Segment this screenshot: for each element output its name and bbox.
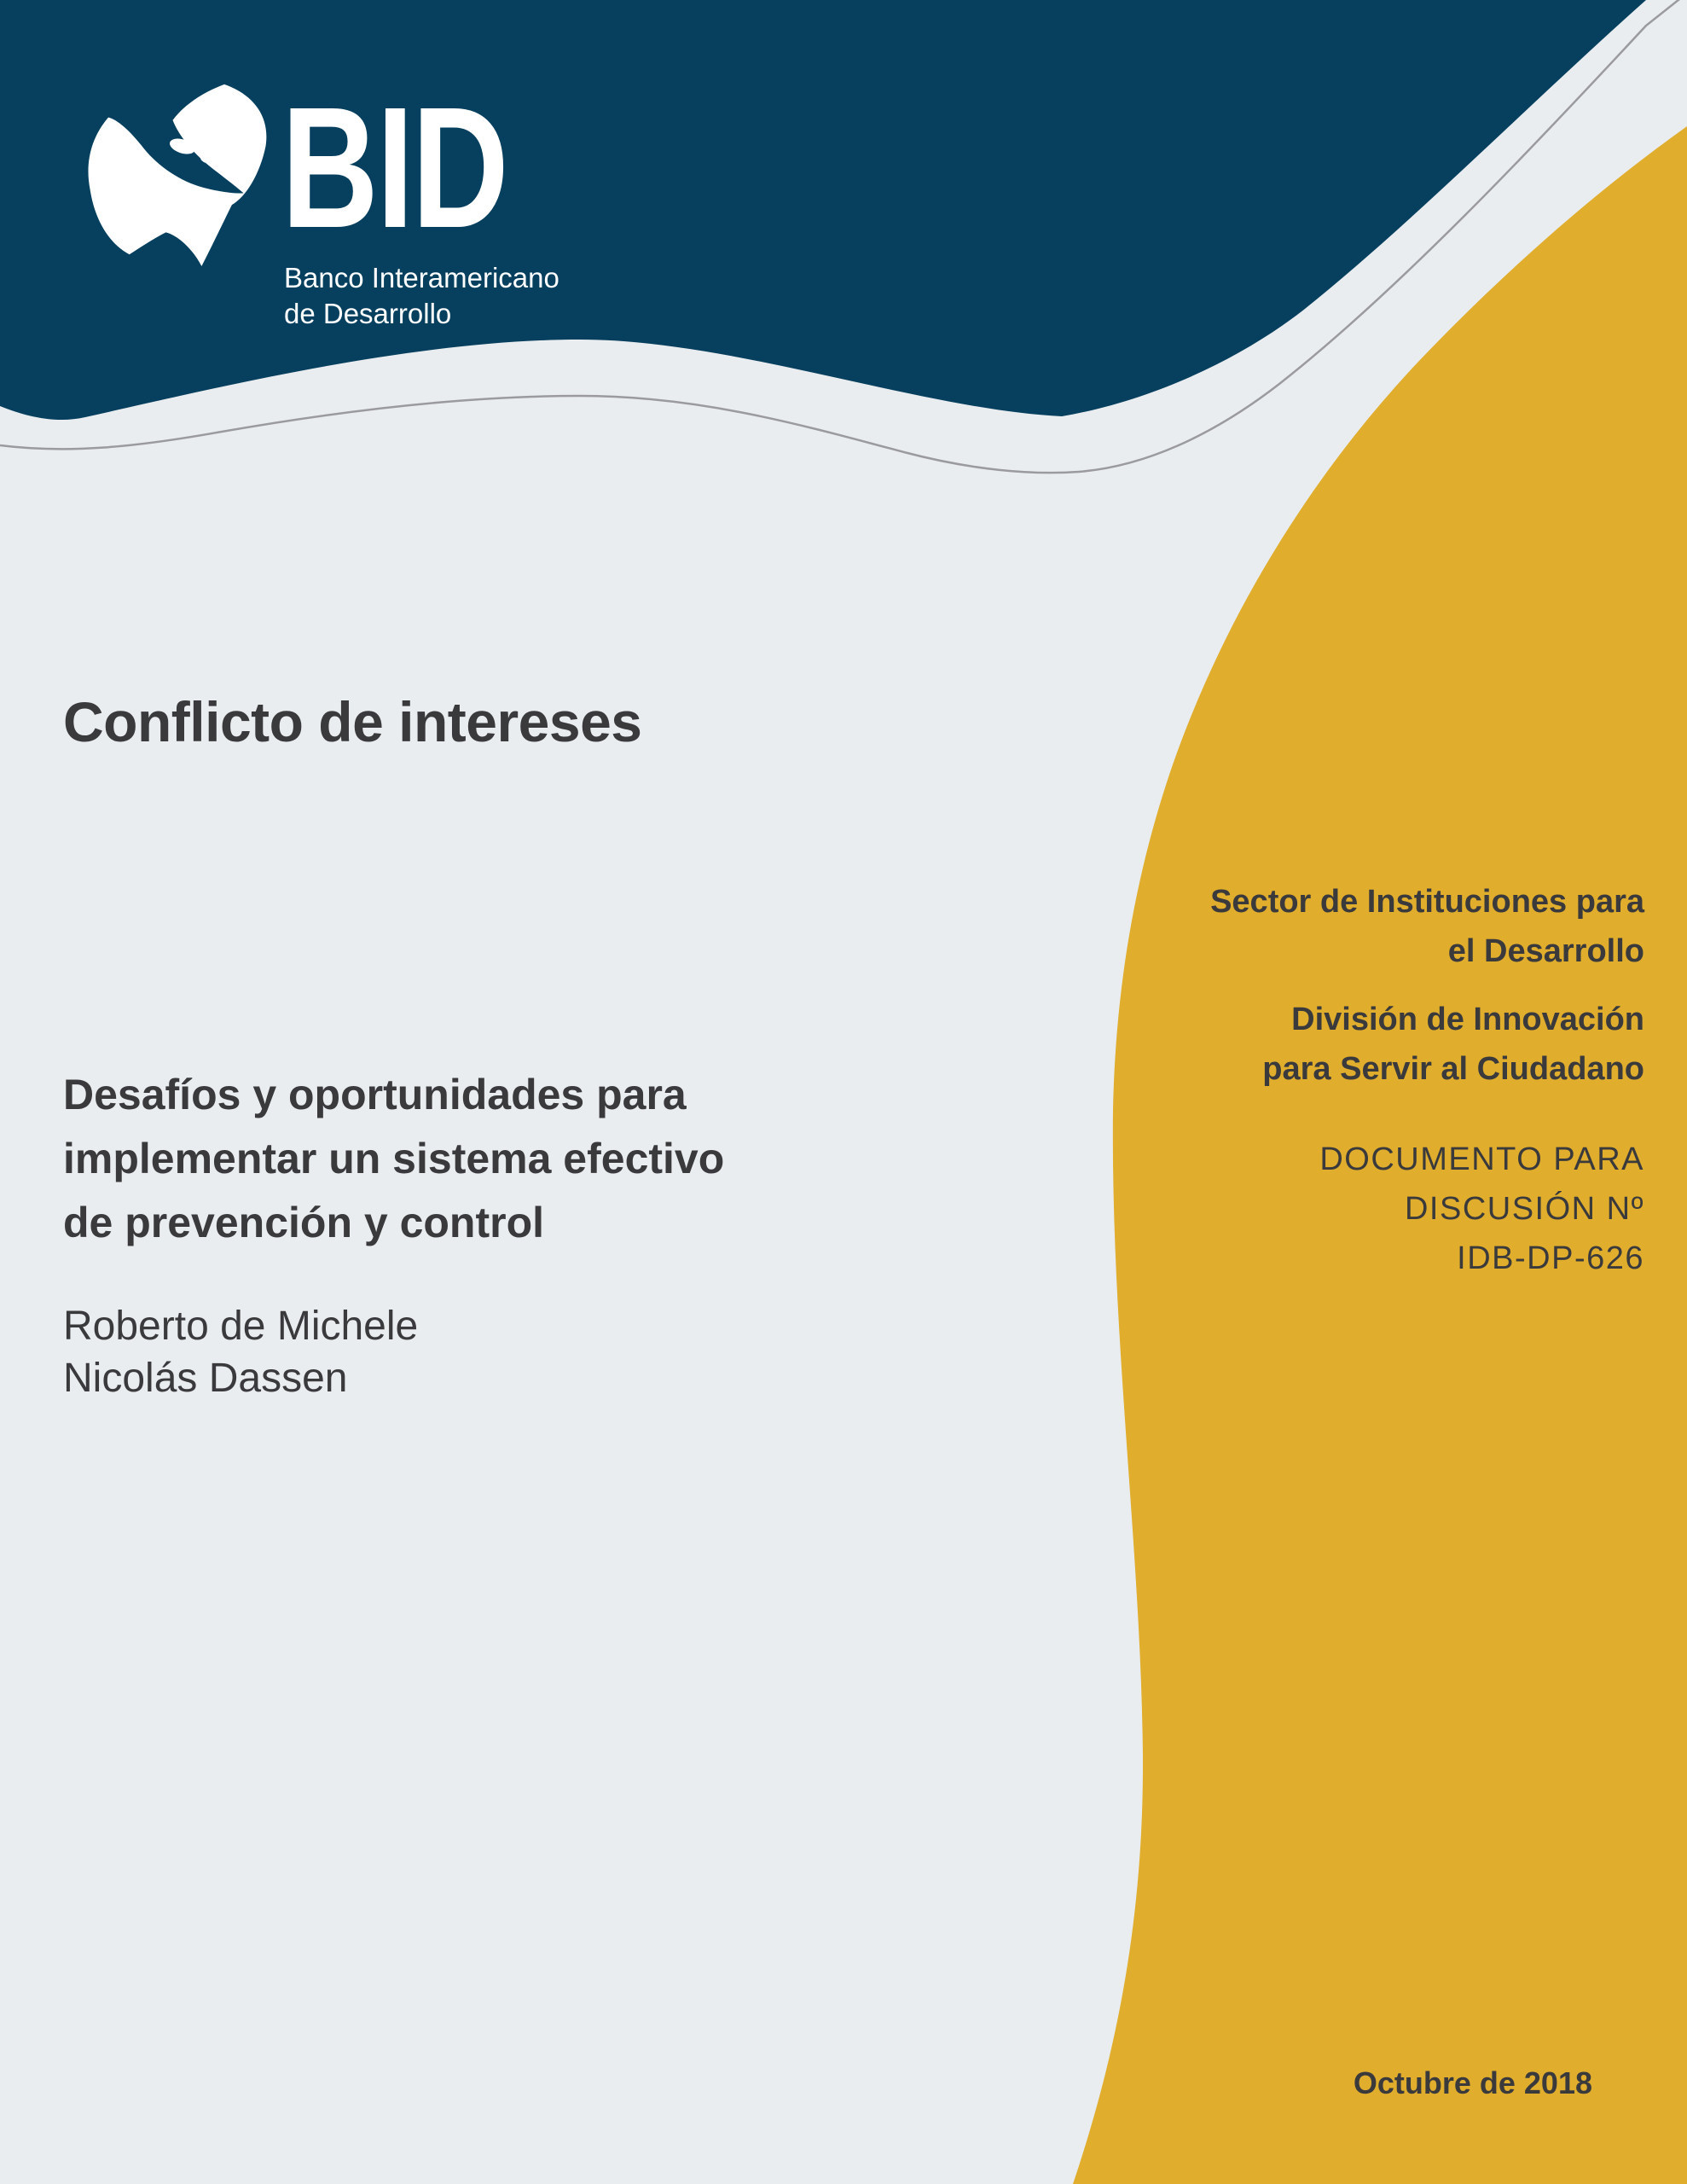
document-subtitle-line1: Desafíos y oportunidades para — [63, 1071, 687, 1118]
bid-logo-tagline-line1: Banco Interamericano — [284, 262, 559, 293]
sector-label-line1: Sector de Instituciones para — [1210, 884, 1644, 920]
author-list — [63, 1300, 418, 1404]
author-name: Nicolás Dassen — [63, 1356, 348, 1401]
author-name: Roberto de Michele — [63, 1304, 419, 1349]
document-subtitle-line2: implementar un sistema efectivo — [63, 1135, 725, 1182]
document-series-label — [1319, 1135, 1644, 1283]
division-label — [1262, 995, 1644, 1094]
bid-logo-wordmark: BID — [281, 71, 507, 264]
bid-logo-americas-icon — [85, 73, 278, 273]
document-subtitle — [63, 1063, 724, 1255]
sector-label — [1210, 877, 1644, 976]
division-label-line1: División de Innovación — [1291, 1002, 1644, 1037]
document-subtitle-line3: de prevención y control — [63, 1199, 545, 1246]
bid-logo-tagline-line2: de Desarrollo — [284, 298, 452, 329]
document-series-line2: DISCUSIÓN Nº — [1404, 1191, 1644, 1227]
division-label-line2: para Servir al Ciudadano — [1262, 1051, 1644, 1087]
document-series-line1: DOCUMENTO PARA — [1319, 1141, 1644, 1177]
publication-date: Octubre de 2018 — [1353, 2065, 1592, 2100]
document-title: Conflicto de intereses — [63, 690, 642, 753]
sector-label-line2: el Desarrollo — [1447, 933, 1644, 969]
bid-logo-tagline — [284, 260, 559, 332]
document-series-line3: IDB-DP-626 — [1457, 1240, 1644, 1276]
